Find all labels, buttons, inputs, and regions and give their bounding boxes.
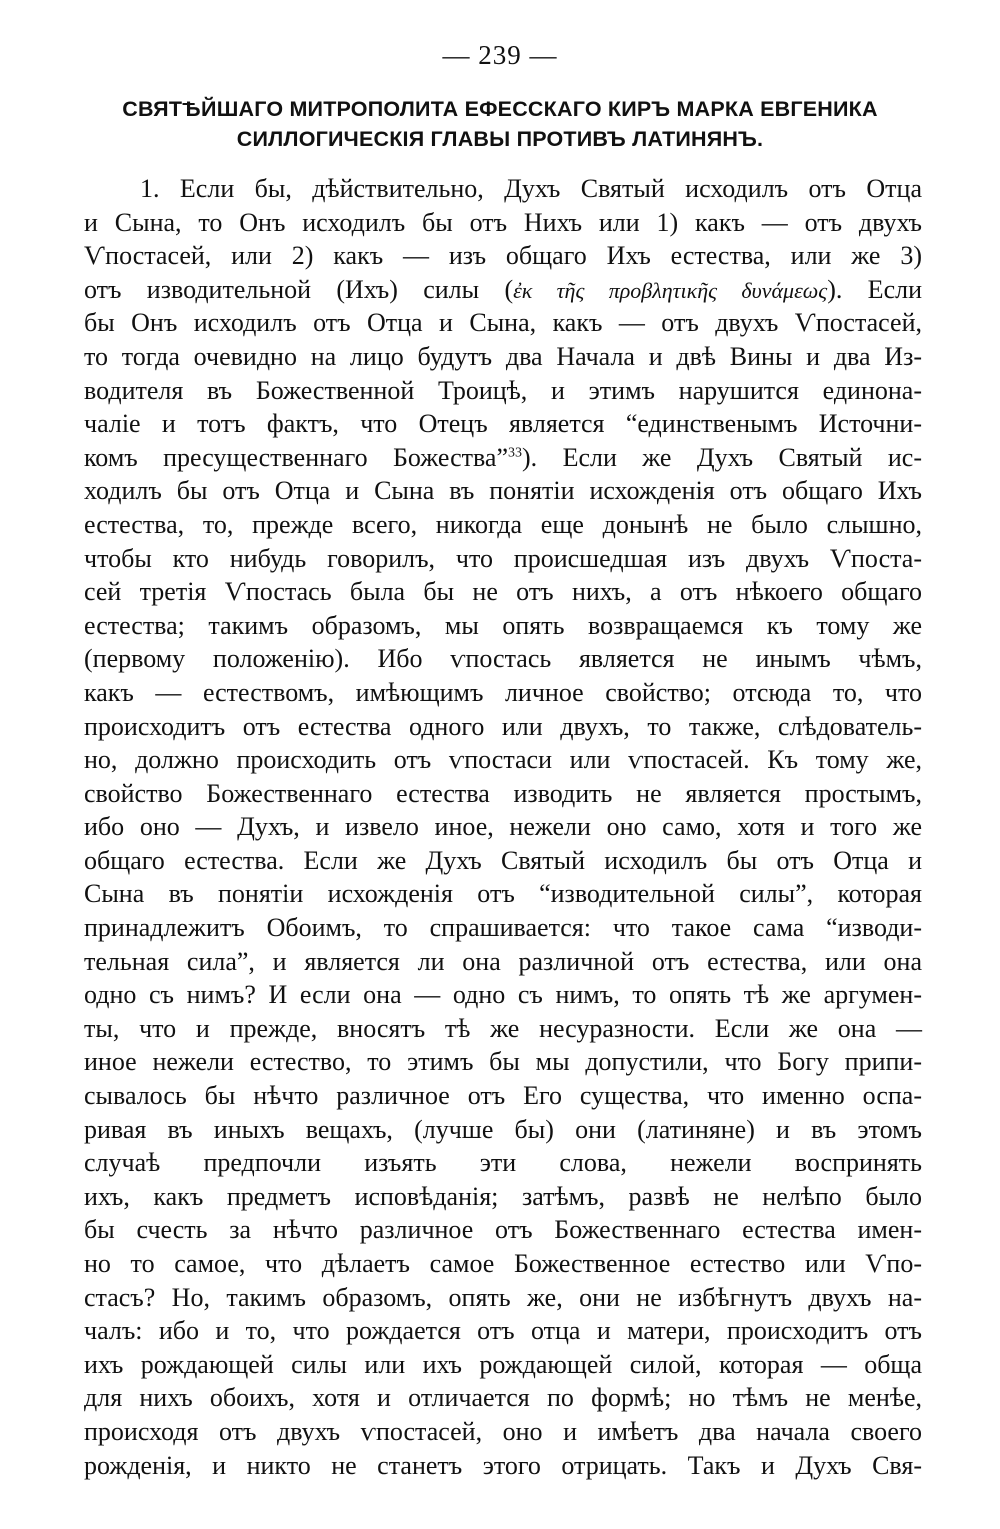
body-text <box>84 172 922 1482</box>
text-line: общаго естества. Если же Духъ Святый исходилъ бы отъ Отца и <box>84 845 922 875</box>
text-line: иное нежели естество, то этимъ бы мы допустили, что Богу припи- <box>84 1047 922 1077</box>
text-line: сывалось бы нѣчто различное отъ Его существа, что именно оспа- <box>84 1081 922 1111</box>
text-line: естества, то, прежде всего, никогда еще донынѣ не было слышно, <box>84 509 922 539</box>
text-line: рожденія, и никто не станетъ этого отрицать. Такъ и Духъ Свя- <box>84 1450 922 1480</box>
text-line: ты, что и прежде, вносятъ тѣ же несуразности. Если же она — <box>84 1013 922 1043</box>
heading-line-1: СВЯТѢЙШАГО МИТРОПОЛИТА ЕФЕССКАГО КИРЪ МАРКА ЕВГЕНИКА <box>122 97 878 121</box>
text-line: чтобы кто нибудь говорилъ, что происшедшая изъ двухъ Ѵпоста- <box>84 543 922 573</box>
text-line: но, должно происходить отъ ѵпостаси или ѵпостасей. Къ тому же, <box>84 745 922 775</box>
text-line: то тогда очевидно на лицо будутъ два Начала и двѣ Вины и два Из- <box>84 341 922 371</box>
text-line: ибо оно — Духъ, и извело иное, нежели оно само, хотя и того же <box>84 812 922 842</box>
text-line: и Сына, то Онъ исходилъ бы отъ Нихъ или 1) какъ — отъ двухъ <box>84 207 922 237</box>
text-line: ихъ рождающей силы или ихъ рождающей силой, которая — обща <box>84 1349 922 1379</box>
text-line: ихъ, какъ предметъ исповѣданія; затѣмъ, развѣ не нелѣпо было <box>84 1181 922 1211</box>
text-line: ходилъ бы отъ Отца и Сына въ понятіи исхожденія отъ общаго Ихъ <box>84 476 922 506</box>
text-line: чалъ: ибо и то, что рождается отъ отца и матери, происходитъ отъ <box>84 1316 922 1346</box>
text-line: 1. Если бы, дѣйствительно, Духъ Святый исходилъ отъ Отца <box>140 174 922 203</box>
text-segment: отъ изводительной (Ихъ) силы ( <box>84 274 514 304</box>
text-line: сей третія Ѵпостась была бы не отъ нихъ, а отъ нѣкоего общаго <box>84 577 922 607</box>
text-line: (первому положенію). Ибо ѵпостась является не инымъ чѣмъ, <box>84 644 922 674</box>
text-line: одно съ нимъ? И если она — одно съ нимъ, то опять тѣ же аргумен- <box>84 980 922 1010</box>
text-segment: ). Если же Духъ Святый ис- <box>522 442 922 472</box>
text-line: случаѣ предпочли изъять эти слова, нежели воспринять <box>84 1148 922 1178</box>
greek-quotation: ἐκ τῆς προβλητικῆς δυνάμεως <box>513 277 828 303</box>
text-line: чаліе и тотъ фактъ, что Отецъ является “единственымъ Источни- <box>84 409 922 439</box>
text-line: ривая въ иныхъ вещахъ, (лучше бы) они (латиняне) и въ этомъ <box>84 1114 922 1144</box>
text-line: водителя въ Божественной Троицѣ, и этимъ нарушится единона- <box>84 375 922 405</box>
text-line: бы счесть за нѣчто различное отъ Божественнаго естества имен- <box>84 1215 922 1245</box>
text-line: для нихъ обоихъ, хотя и отличается по формѣ; но тѣмъ не менѣе, <box>84 1383 922 1413</box>
text-line: Ѵпостасей, или 2) какъ — изъ общаго Ихъ естества, или же 3) <box>84 241 922 271</box>
footnote-reference: 33 <box>508 445 523 461</box>
text-line: свойство Божественнаго естества изводить не является простымъ, <box>84 778 922 808</box>
text-line: Сына въ понятіи исхожденія отъ “изводительной силы”, которая <box>84 879 922 909</box>
text-line: стасъ? Но, такимъ образомъ, опять же, они не избѣгнутъ двухъ на- <box>84 1282 922 1312</box>
chapter-heading <box>40 94 960 154</box>
heading-line-2: СИЛЛОГИЧЕСКІЯ ГЛАВЫ ПРОТИВЪ ЛАТИНЯНЪ. <box>236 127 764 151</box>
text-line <box>84 273 922 307</box>
text-segment: комъ пресущественнаго Божества” <box>84 442 509 472</box>
text-line: естества; такимъ образомъ, мы опять возвращаемся къ тому же <box>84 610 922 640</box>
text-line: но то самое, что дѣлаетъ самое Божественное естество или Ѵпо- <box>84 1249 922 1278</box>
text-segment: ). Если <box>827 274 922 304</box>
text-line: какъ — естествомъ, имѣющимъ личное свойство; отсюда то, что <box>84 677 922 707</box>
page-number: — 239 — <box>442 40 558 70</box>
text-line <box>84 441 922 475</box>
text-line: происходя отъ двухъ ѵпостасей, оно и имѣетъ два начала своего <box>84 1416 922 1446</box>
text-line: бы Онъ исходилъ отъ Отца и Сына, какъ — отъ двухъ Ѵпостасей, <box>84 308 922 338</box>
text-line: принадлежитъ Обоимъ, то спрашивается: что такое сама “изводи- <box>84 913 922 943</box>
text-line: происходитъ отъ естества одного или двухъ, то также, слѣдователь- <box>84 711 922 741</box>
text-line: тельная сила”, и является ли она различной отъ естества, или она <box>84 946 922 976</box>
